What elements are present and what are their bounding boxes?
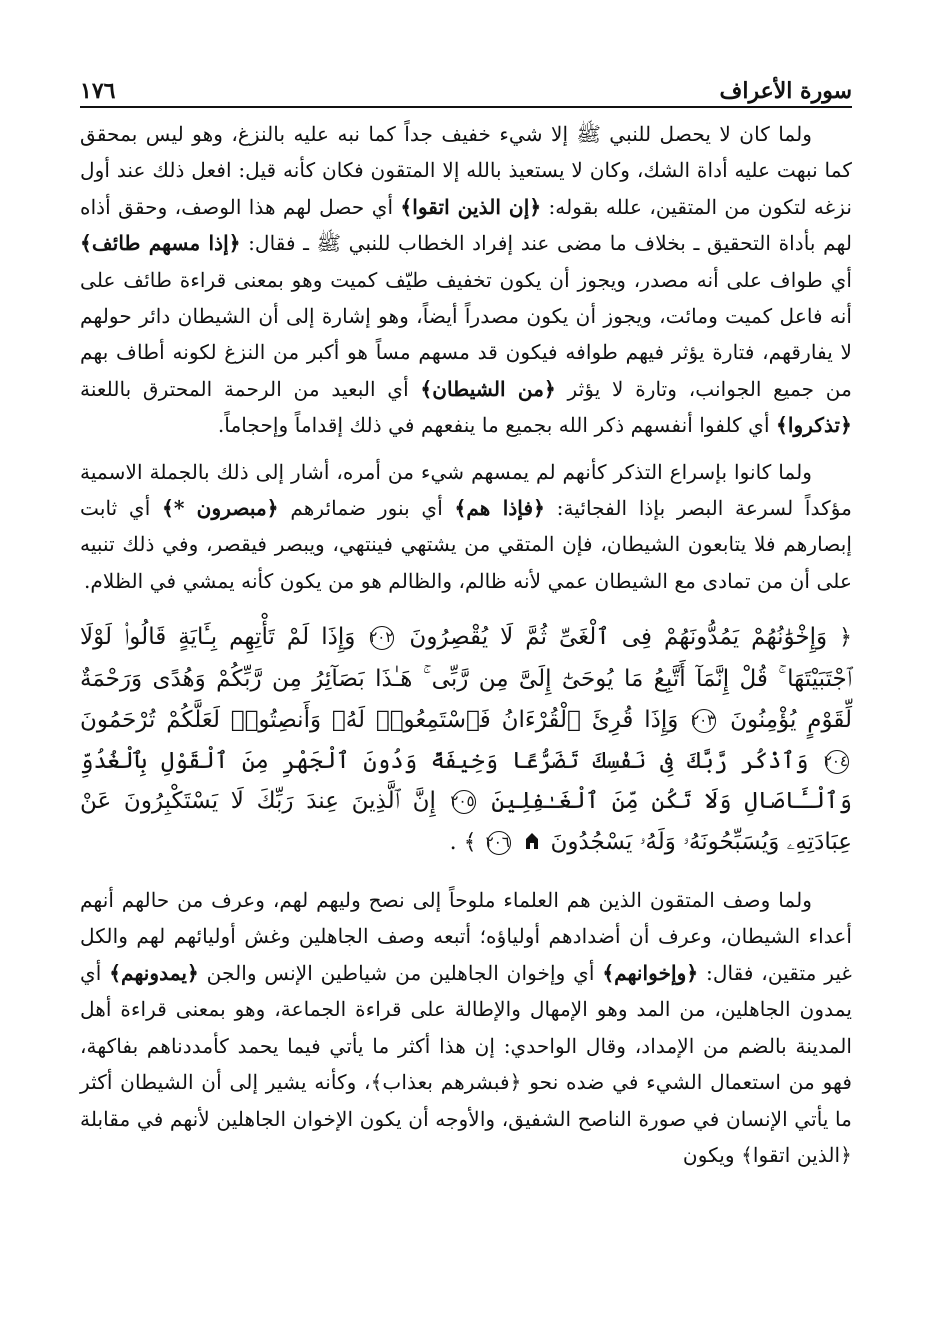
text-run: أي حصل لهم هذا الوصف، وحقق أذاه لهم بأداة التحقيق ـ بخلاف ما مضى عند إفراد الخطاب للنبي ﷺ ـ فقال:	[80, 194, 852, 256]
text-run: أي بنور ضمائرهم	[278, 496, 455, 521]
quote-phrase: ﴿تذكروا﴾	[776, 413, 852, 438]
quran-open-bracket: ﴿	[839, 625, 853, 651]
paragraph-gap	[80, 864, 852, 882]
quote-phrase: ﴿من الشيطان﴾	[420, 376, 556, 401]
verse-203: وَإِذَا لَمْ تَأْتِهِم بِـَٔايَةٍ قَالُوا۟ لَوْلَا ٱجْتَبَيْتَهَا ۚ قُلْ إِنَّمَآ أَتَّبِعُ مَا يُوحَىٰٓ إِلَىَّ مِن رَّبِّى ۚ هَـٰذَا بَصَآئِرُ مِن رَّبِّكُمْ وَهُدًى وَرَحْمَةٌ لِّقَوْمٍ يُؤْمِنُونَ	[80, 624, 853, 733]
quote-phrase: ﴿إذا مسهم طائف﴾	[80, 231, 241, 256]
paragraph-gap	[80, 599, 852, 617]
text-run: أي طواف على أنه مصدر، ويجوز أن يكون تخفيف طيّف كميت وهو بمعنى قراءة طائف على أنه فاعل كميت ومائت، ويجوز أن يكون مصدراً أيضاً، وهو إشارة إلى أن الشيطان دائر حولهم لا يفارقهم، فتارة يؤثر فيهم طوافه فيكون قد مسهم مساً هو أكبر من النزغ لكونه أطاف بهم من جميع الجوانب، وتارة لا يؤثر	[80, 267, 852, 401]
text-run: ويكون	[682, 1142, 742, 1167]
text-run: ولما وصف المتقون الذين هم العلماء ملوحاً إلى نصح وليهم لهم، وعرف من حالهم أنهم أعداء الشيطان، وعرف أن أضدادهم أولياؤه؛ أتبعه وصف الجاهلين وغش أوليائهم لهم والكل غير متقين، فقال:	[80, 888, 852, 985]
text-run: أي يمدون الجاهلين، من المد وهو الإمهال والإطالة على قراءة الجماعة، وهو بمعنى قراءة أهل المدينة بالضم من الإمداد، وقال الواحدي: إن هذا أكثر ما يأتي فيما يحمد كأمددناهم بفاكهة، فهو من استعمال الشيء في ضده نحو	[80, 960, 853, 1095]
paragraph-2	[80, 454, 852, 600]
quote-phrase: ﴿وإخوانهم﴾	[602, 960, 699, 985]
quote-phrase: ﴿الذين اتقوا﴾	[741, 1142, 852, 1167]
page-header	[80, 70, 852, 104]
quran-verses-block	[80, 617, 852, 864]
quote-phrase: ﴿يمدونهم﴾	[109, 960, 199, 985]
text-run: أي البعيد من الرحمة المحترق باللعنة	[80, 376, 421, 401]
surah-title: سورة الأعراف	[719, 78, 852, 104]
text-run: أي ثابت إبصارهم فلا يتابعون الشيطان، فإن المتقي من يشتهي فينتهي، ويبصر فيقصر، وفي ذلك تنبيه على أن من تمادى مع الشيطان عمي لأنه ظالم، والظالم هو من يكون كأنه يمشي في الظلام.	[80, 496, 852, 593]
quote-phrase: ﴿فبشرهم بعذاب﴾	[370, 1070, 522, 1095]
text-run: ولما كان لا يحصل للنبي ﷺ إلا شيء خفيف جداً كما نبه عليه بالنزغ، وهو ليس بمحقق كما نبهت عليه أداة الشك، وكان لا يستعيذ بالله إلا المتقون فكان كأنه قيل: افعل ذلك عند أول نزغه لتكون من المتقين، علله بقوله:	[80, 122, 853, 219]
verse-202: وَإِخْوَٰنُهُمْ يَمُدُّونَهُمْ فِى ٱلْغَىِّ ثُمَّ لَا يُقْصِرُونَ	[409, 624, 828, 651]
quote-phrase: ﴿مبصرون *﴾	[162, 496, 279, 521]
text-run: ، وكأنه يشير إلى أن الشيطان أكثر ما يأتي الإنسان في صورة الناصح الشفيق، والأوجه أن يكون الإخوان الجاهلين لأنهم في مقابلة	[80, 1070, 852, 1131]
text-run: أي وإخوان الجاهلين من شياطين الإنس والجن	[198, 960, 603, 985]
ayah-number-marker: ٢٠٦	[487, 831, 511, 855]
verse-204: وَإِذَا قُرِئَ ٱلْقُرْءَانُ فَٱسْتَمِعُوا۟ لَهُۥ وَأَنصِتُوا۟ لَعَلَّكُمْ تُرْحَمُونَ	[80, 706, 679, 733]
page-number: ١٧٦	[80, 78, 116, 104]
sajda-icon	[524, 823, 540, 864]
quote-phrase: ﴿إن الذين اتقوا﴾	[400, 194, 542, 219]
ayah-number-marker: ٢٠٤	[825, 750, 849, 774]
ayah-number-marker: ٢٠٢	[370, 626, 394, 650]
verse-205: وَٱذْكُر رَّبَّكَ فِى نَفْسِكَ تَضَرُّعًا وَخِيفَةً وَدُونَ ٱلْجَهْرِ مِنَ ٱلْقَوْلِ بِٱلْغُدُوِّ وَٱلْـَٔاصَالِ وَلَا تَكُن مِّنَ ٱلْغَـٰفِلِينَ	[80, 747, 853, 815]
quran-close-bracket: ﴾ .	[449, 830, 477, 856]
ayah-number-marker: ٢٠٥	[452, 790, 476, 814]
quote-phrase: ﴿فإذا هم﴾	[454, 496, 545, 521]
page-body	[80, 116, 852, 1173]
text-run: أي كلفوا أنفسهم ذكر الله بجميع ما ينفعهم في ذلك إقداماً وإحجاماً.	[217, 413, 777, 438]
paragraph-1	[80, 116, 852, 444]
text-run: ولما كانوا بإسراع التذكر كأنهم لم يمسهم شيء من أمره، أشار إلى ذلك بالجملة الاسمية مؤكداً لسرعة البصر بإذا الفجائية:	[80, 459, 852, 521]
paragraph-gap	[80, 444, 852, 454]
header-divider	[80, 106, 852, 108]
ayah-number-marker: ٢٠٣	[692, 709, 716, 733]
paragraph-3	[80, 882, 852, 1173]
verse-206: إِنَّ ٱلَّذِينَ عِندَ رَبِّكَ لَا يَسْتَكْبِرُونَ عَنْ عِبَادَتِهِۦ وَيُسَبِّحُونَهُۥ وَلَهُۥ يَسْجُدُونَ	[80, 788, 852, 856]
